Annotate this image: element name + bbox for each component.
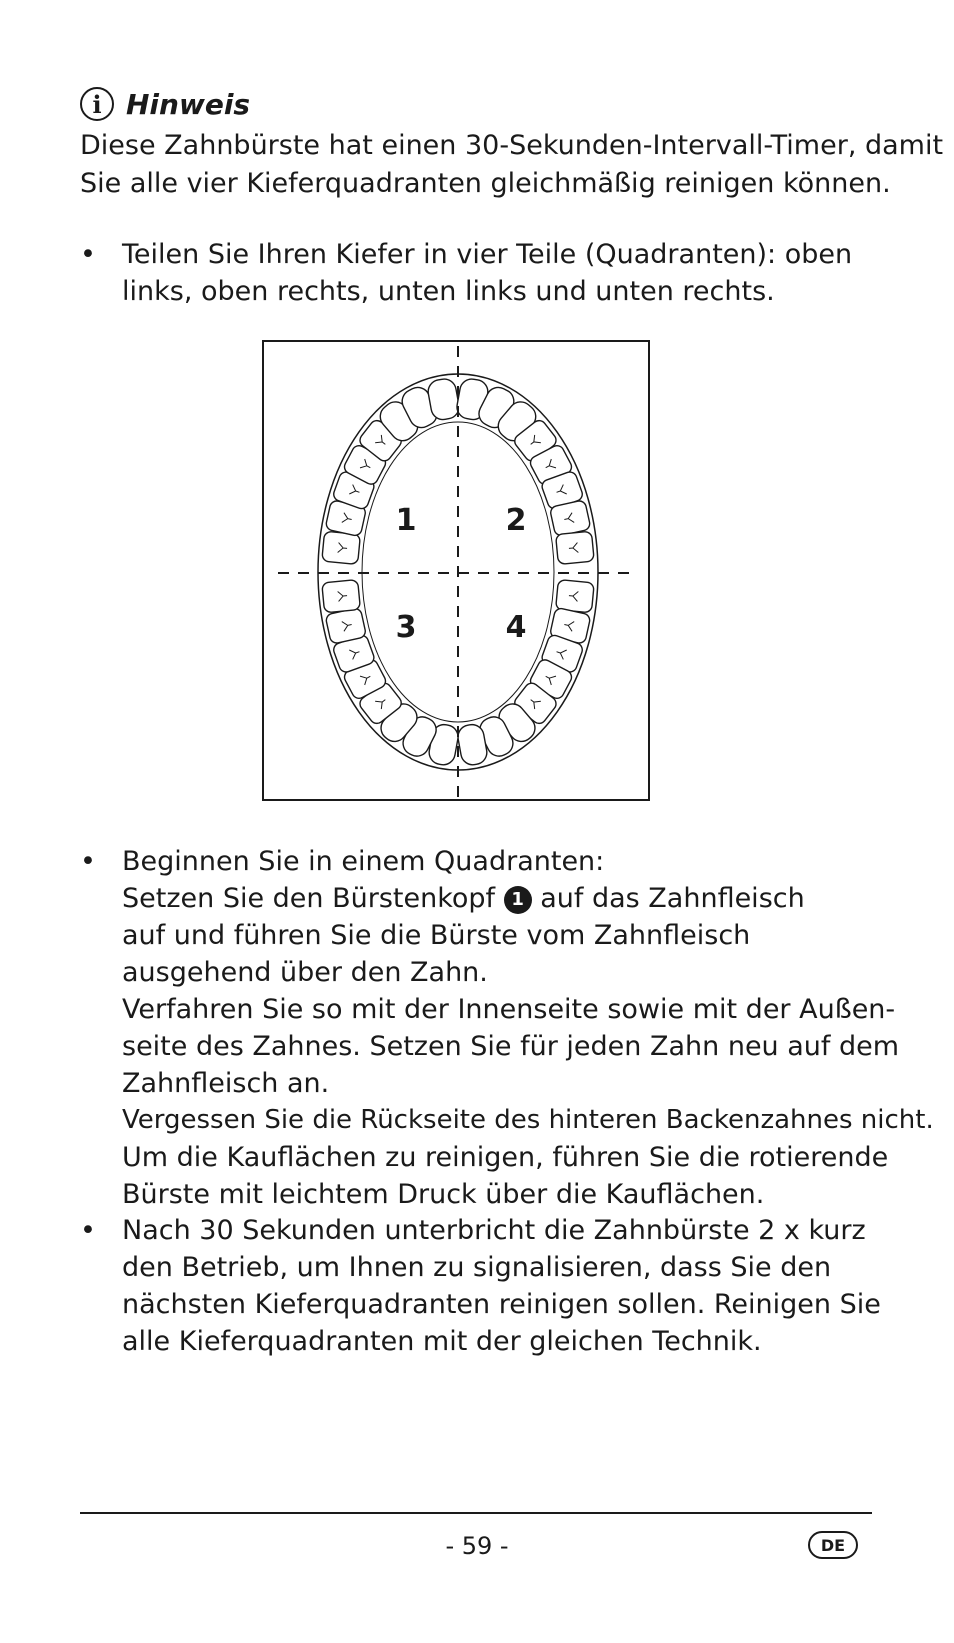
quadrant-label-3: 3 — [395, 610, 417, 645]
language-badge: DE — [808, 1531, 858, 1559]
tooth-shape — [556, 580, 595, 613]
molar-tooth — [556, 580, 595, 613]
bullet-line: Teilen Sie Ihren Kiefer in vier Teile (Quadranten): oben — [122, 239, 853, 270]
bullet-line: Beginnen Sie in einem Quadranten: — [122, 846, 605, 877]
tooth-shape — [322, 531, 361, 564]
info-icon: i — [80, 87, 114, 121]
bullet-line-with-ref: Setzen Sie den Bürstenkopf 1 auf das Zahnfleisch — [122, 883, 805, 914]
bullet-line: seite des Zahnes. Setzen Sie für jeden Zahn neu auf dem — [122, 1031, 900, 1062]
page-number: - 59 - — [445, 1532, 509, 1560]
bullet-dot: • — [80, 846, 96, 877]
bullet-line: nächsten Kieferquadranten reinigen sollen. Reinigen Sie — [122, 1289, 881, 1320]
bullet-line: Vergessen Sie die Rückseite des hinteren Backenzahnes nicht. — [122, 1105, 934, 1135]
bullet-line: Nach 30 Sekunden unterbricht die Zahnbürste 2 x kurz — [122, 1215, 866, 1246]
bullet-timer — [80, 1212, 880, 1360]
note-text — [80, 127, 944, 203]
part-number-badge: 1 — [504, 886, 532, 914]
quadrant-label-1: 1 — [395, 503, 417, 538]
bullet-line: auf und führen Sie die Bürste vom Zahnfleisch — [122, 920, 751, 951]
note-header — [80, 84, 250, 124]
bullet-line: Verfahren Sie so mit der Innenseite sowie mit der Außen- — [122, 994, 896, 1025]
bullet-line: Um die Kauflächen zu reinigen, führen Sie die rotierende — [122, 1142, 889, 1173]
bullet-technique — [80, 843, 934, 1213]
bullet-dot: • — [80, 1215, 96, 1246]
molar-tooth — [556, 531, 595, 564]
bullet-line: den Betrieb, um Ihnen zu signalisieren, dass Sie den — [122, 1252, 832, 1283]
bullet-dot: • — [80, 239, 96, 270]
bullet-line: alle Kieferquadranten mit der gleichen Technik. — [122, 1326, 762, 1357]
note-line: Sie alle vier Kieferquadranten gleichmäßig reinigen können. — [80, 168, 891, 199]
quadrant-label-2: 2 — [505, 503, 527, 538]
jaw-quadrant-diagram — [262, 340, 650, 801]
note-title: Hinweis — [126, 87, 251, 121]
jaw-diagram-svg — [262, 340, 650, 801]
bullet-line: links, oben rechts, unten links und unten rechts. — [122, 276, 775, 307]
footer-rule — [80, 1512, 872, 1514]
bullet-line: Bürste mit leichtem Druck über die Kauflächen. — [122, 1179, 765, 1210]
quadrant-label-4: 4 — [505, 610, 527, 645]
molar-tooth — [322, 531, 361, 564]
molar-tooth — [322, 580, 361, 613]
tooth-shape — [322, 580, 361, 613]
tooth-shape — [556, 531, 595, 564]
bullet-line: Zahnfleisch an. — [122, 1068, 330, 1099]
note-line: Diese Zahnbürste hat einen 30-Sekunden-Intervall-Timer, damit — [80, 130, 944, 161]
bullet-line: ausgehend über den Zahn. — [122, 957, 488, 988]
bullet-quadrants — [80, 236, 880, 310]
